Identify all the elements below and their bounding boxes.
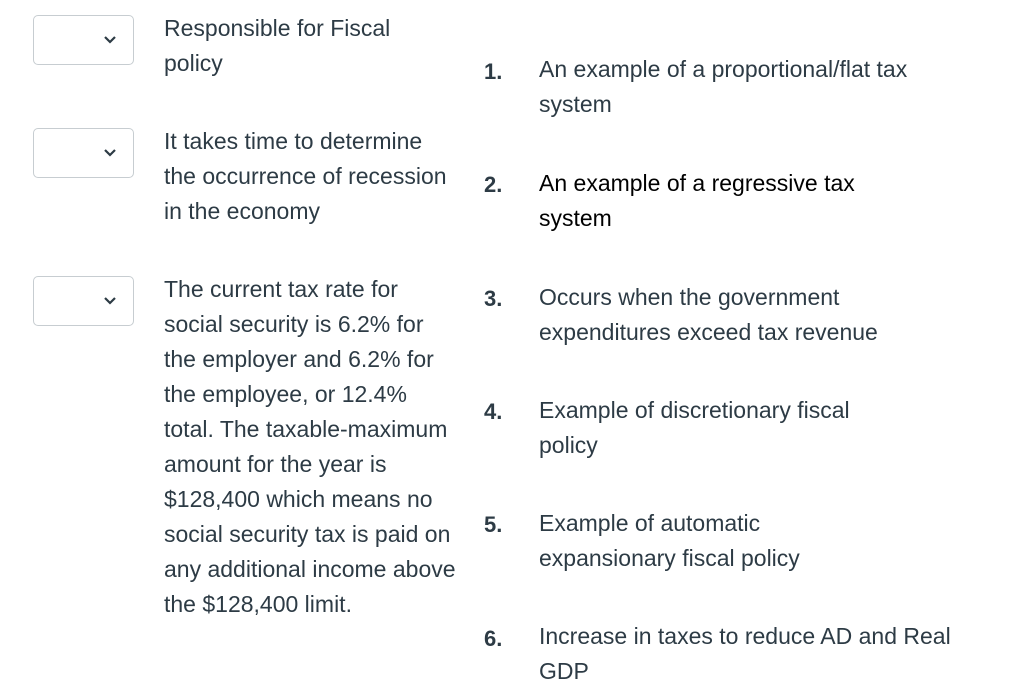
match-select-2[interactable] bbox=[33, 128, 134, 178]
chevron-down-icon bbox=[103, 35, 117, 45]
answer-text-4: Example of discretionary fiscal policy bbox=[539, 397, 850, 458]
chevron-down-icon bbox=[103, 296, 117, 306]
chevron-down-icon bbox=[103, 148, 117, 158]
answer-number-3: 3. bbox=[484, 286, 503, 311]
answer-text-6: Increase in taxes to reduce AD and Real GDP bbox=[539, 623, 951, 684]
match-select-1[interactable] bbox=[33, 15, 134, 65]
answer-number-1: 1. bbox=[484, 59, 503, 84]
answer-number-4: 4. bbox=[484, 399, 503, 424]
prompt-1: Responsible for Fiscal policy bbox=[164, 15, 391, 76]
answer-number-2: 2. bbox=[484, 172, 503, 197]
answer-number-6: 6. bbox=[484, 626, 503, 651]
answer-text-2: An example of a regressive tax system bbox=[539, 170, 855, 231]
prompt-2: It takes time to determine the occurrence of recession in the economy bbox=[164, 128, 447, 224]
prompt-3: The current tax rate for social security is 6.2% for the employer and 6.2% for the employee, or 12.4% total. The taxable-maximum amount for the year is $128,400 which means no social security tax is paid on any additional income above the $128,400 limit. bbox=[164, 276, 456, 617]
answer-text-1: An example of a proportional/flat tax system bbox=[539, 56, 908, 117]
answer-number-5: 5. bbox=[484, 512, 503, 537]
answer-text-3: Occurs when the government expenditures exceed tax revenue bbox=[539, 284, 878, 345]
match-select-3[interactable] bbox=[33, 276, 134, 326]
answer-text-5: Example of automatic expansionary fiscal policy bbox=[539, 510, 800, 571]
